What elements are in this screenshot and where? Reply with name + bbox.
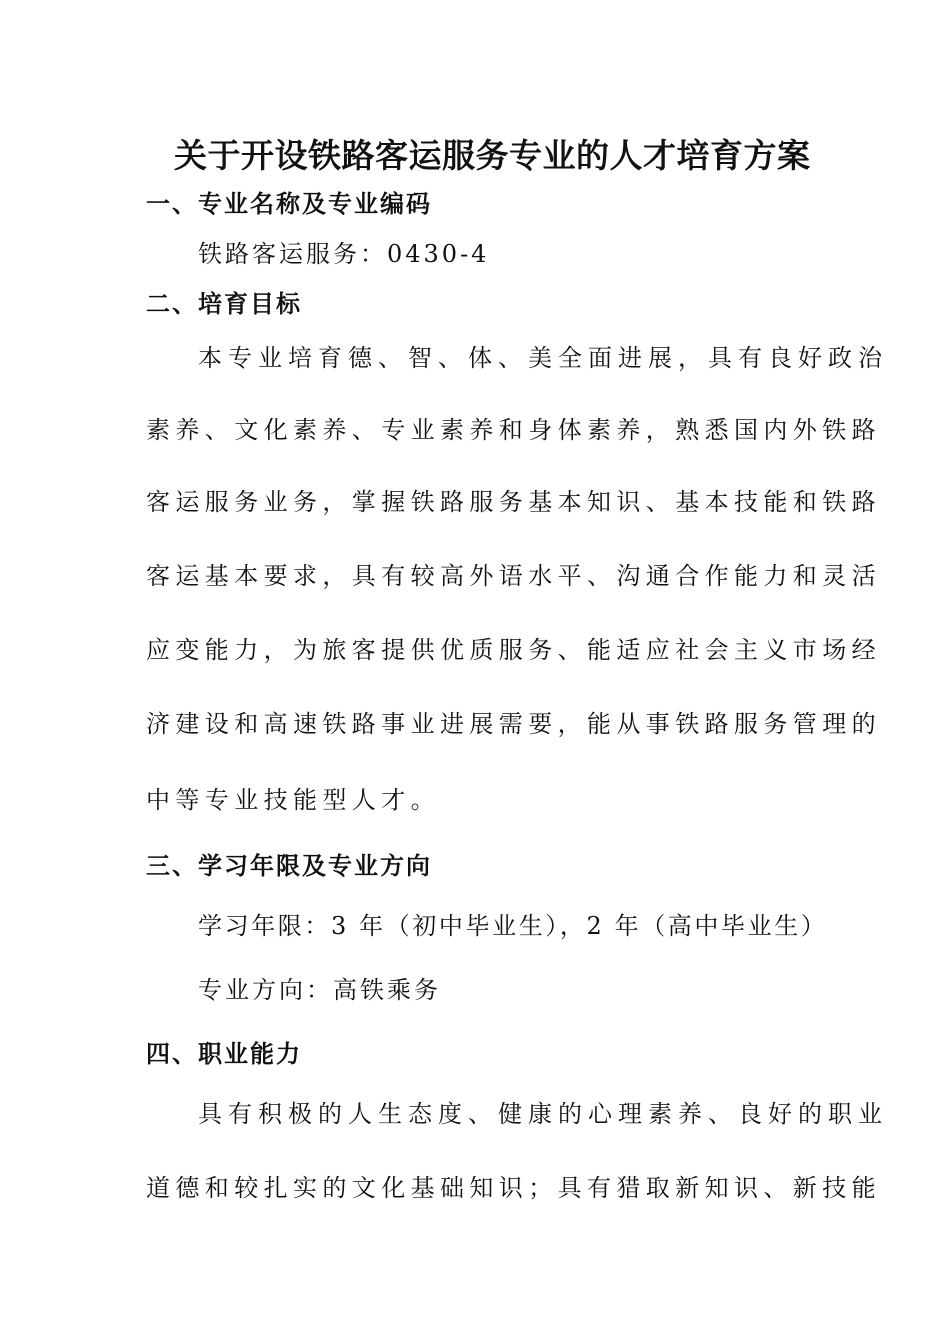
objectives-paragraph-line: 客运基本要求，具有较高外语水平、沟通合作能力和灵活 xyxy=(146,562,881,590)
objectives-paragraph-line: 济建设和高速铁路事业进展需要，能从事铁路服务管理的 xyxy=(146,710,881,738)
study-duration-text: 学习年限：3 年（初中毕业生），2 年（高中毕业生） xyxy=(198,912,828,940)
objectives-paragraph-line: 客运服务业务，掌握铁路服务基本知识、基本技能和铁路 xyxy=(146,488,881,516)
document-title: 关于开设铁路客运服务专业的人才培育方案 xyxy=(174,136,811,175)
objectives-paragraph-line: 本专业培育德、智、体、美全面进展，具有良好政治 xyxy=(198,344,888,372)
objectives-paragraph-line: 中等专业技能型人才。 xyxy=(146,786,440,814)
competencies-paragraph-line: 具有积极的人生态度、健康的心理素养、良好的职业 xyxy=(198,1100,888,1128)
section-heading-objectives: 二、培育目标 xyxy=(146,289,302,318)
objectives-paragraph-line: 应变能力，为旅客提供优质服务、能适应社会主义市场经 xyxy=(146,636,881,664)
major-code-text: 铁路客运服务：0430-4 xyxy=(198,240,490,268)
section-heading-major-code: 一、专业名称及专业编码 xyxy=(146,189,432,218)
competencies-paragraph-line: 道德和较扎实的文化基础知识；具有猎取新知识、新技能 xyxy=(146,1174,881,1202)
objectives-paragraph-line: 素养、文化素养、专业素养和身体素养，熟悉国内外铁路 xyxy=(146,416,881,444)
section-heading-duration: 三、学习年限及专业方向 xyxy=(146,851,432,880)
section-heading-competencies: 四、职业能力 xyxy=(146,1039,302,1068)
specialty-direction-text: 专业方向：高铁乘务 xyxy=(198,976,441,1004)
